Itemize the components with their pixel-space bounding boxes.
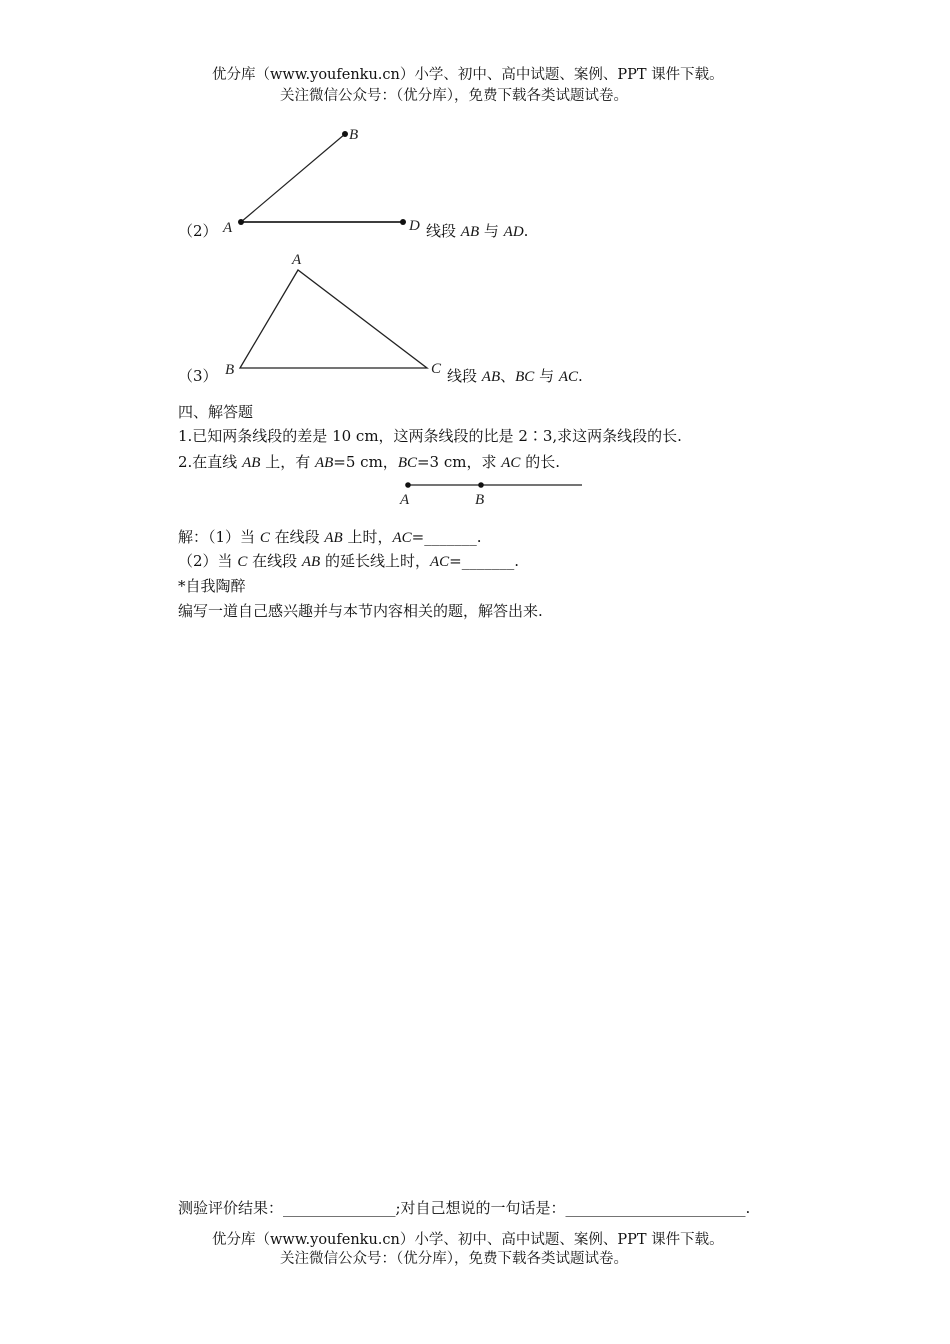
line-ab-diagram — [0, 0, 950, 520]
label-c: C — [431, 361, 442, 377]
question-2: 2.在直线 AB 上，有 AB=5 cm，BC=3 cm，求 AC 的长. — [178, 453, 560, 471]
solution-2: （2）当 C 在线段 AB 的延长线上时，AC=_______. — [178, 552, 519, 570]
footer-line-1: 优分库（www.youfenku.cn）小学、初中、高中试题、案例、PPT 课件下载。 — [212, 1232, 724, 1248]
point-b-dot — [478, 482, 484, 488]
header-line-1: 优分库（www.youfenku.cn）小学、初中、高中试题、案例、PPT 课件下载。 — [212, 67, 724, 83]
question-1: 1.已知两条线段的差是 10 cm，这两条线段的比是 2∶3,求这两条线段的长. — [178, 427, 682, 445]
label-b: B — [475, 492, 485, 508]
label-a: A — [400, 492, 410, 508]
figure-3-caption: 线段 AB、BC 与 AC. — [447, 367, 583, 385]
figure-3-number: （3） — [178, 367, 218, 385]
footer-line-2: 关注微信公众号：（优分库），免费下载各类试题试卷。 — [280, 1251, 628, 1267]
self-title: *自我陶醉 — [178, 577, 246, 595]
self-task: 编写一道自己感兴趣并与本节内容相关的题，解答出来. — [178, 602, 543, 620]
label-a: A — [223, 220, 233, 236]
figure-2-caption: 线段 AB 与 AD. — [426, 222, 529, 240]
label-a: A — [292, 252, 302, 268]
point-a-dot — [405, 482, 411, 488]
solution-1: 解：（1）当 C 在线段 AB 上时，AC=_______. — [178, 528, 482, 546]
section-title: 四、解答题 — [178, 403, 254, 421]
label-d: D — [409, 218, 420, 234]
figure-2-number: （2） — [178, 222, 218, 240]
label-b: B — [225, 362, 235, 378]
header-line-2: 关注微信公众号：（优分库），免费下载各类试题试卷。 — [280, 88, 628, 104]
label-b: B — [349, 127, 359, 143]
evaluation-line: 测验评价结果：_______________;对自己想说的一句话是：________________________. — [178, 1199, 751, 1217]
